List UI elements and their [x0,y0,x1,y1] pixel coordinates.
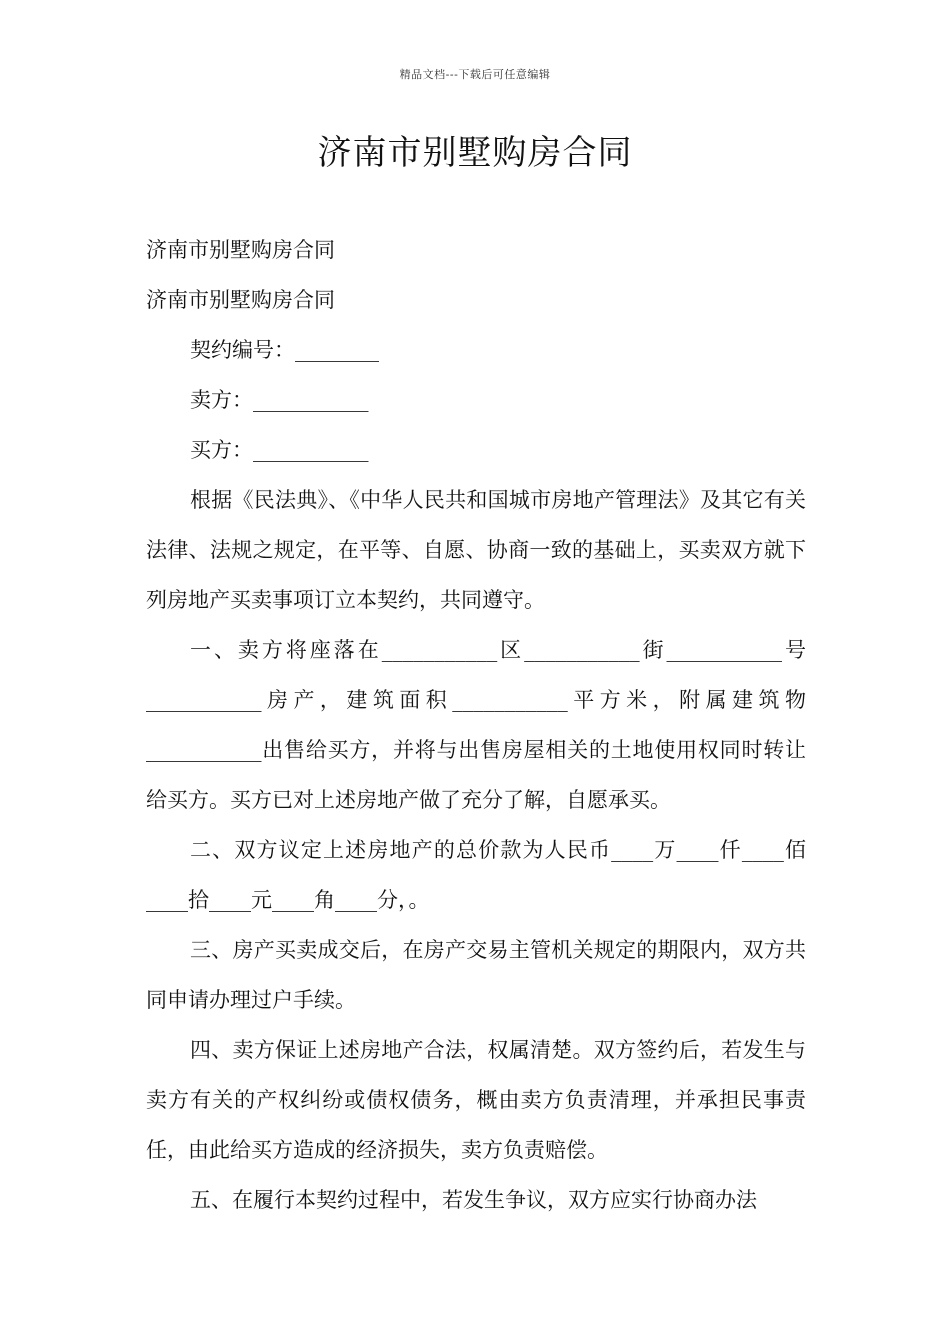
clause-3: 三、房产买卖成交后，在房产交易主管机关规定的期限内，双方共同申请办理过户手续。 [146,938,806,1012]
preamble-paragraph: 根据《民法典》、《中华人民共和国城市房地产管理法》及其它有关法律、法规之规定，在平等、自愿、协商一致的基础上，买卖双方就下列房地产买卖事项订立本契约，共同遵守。 [146,488,806,612]
clause-2: 二、双方议定上述房地产的总价款为人民币____万____仟____佰____拾____元____角____分，。 [146,838,806,912]
contract-number-line: 契约编号：________ [190,338,379,362]
clause-1: 一、卖方将座落在___________区___________街___________号___________房产，建筑面积___________平方米，附属建筑物___________出售给买方，并将与出售房屋相关的土地使用权同时转让给买方。买方已对上述房地产做了充分了解，自愿承买。 [146,638,806,812]
subtitle-line: 济南市别墅购房合同 [146,238,335,262]
clause-5: 五、在履行本契约过程中，若发生争议，双方应实行协商办法 [190,1188,757,1212]
subtitle-line: 济南市别墅购房合同 [146,288,335,312]
page-header: 精品文档---下载后可任意编辑 [399,68,551,81]
clause-4: 四、卖方保证上述房地产合法，权属清楚。双方签约后，若发生与卖方有关的产权纠纷或债权债务，概由卖方负责清理，并承担民事责任，由此给买方造成的经济损失，卖方负责赔偿。 [146,1038,806,1162]
seller-line: 卖方：___________ [190,388,369,412]
document-body [146,225,806,1225]
document-title: 济南市别墅购房合同 [317,133,633,173]
buyer-line: 买方：___________ [190,438,369,462]
